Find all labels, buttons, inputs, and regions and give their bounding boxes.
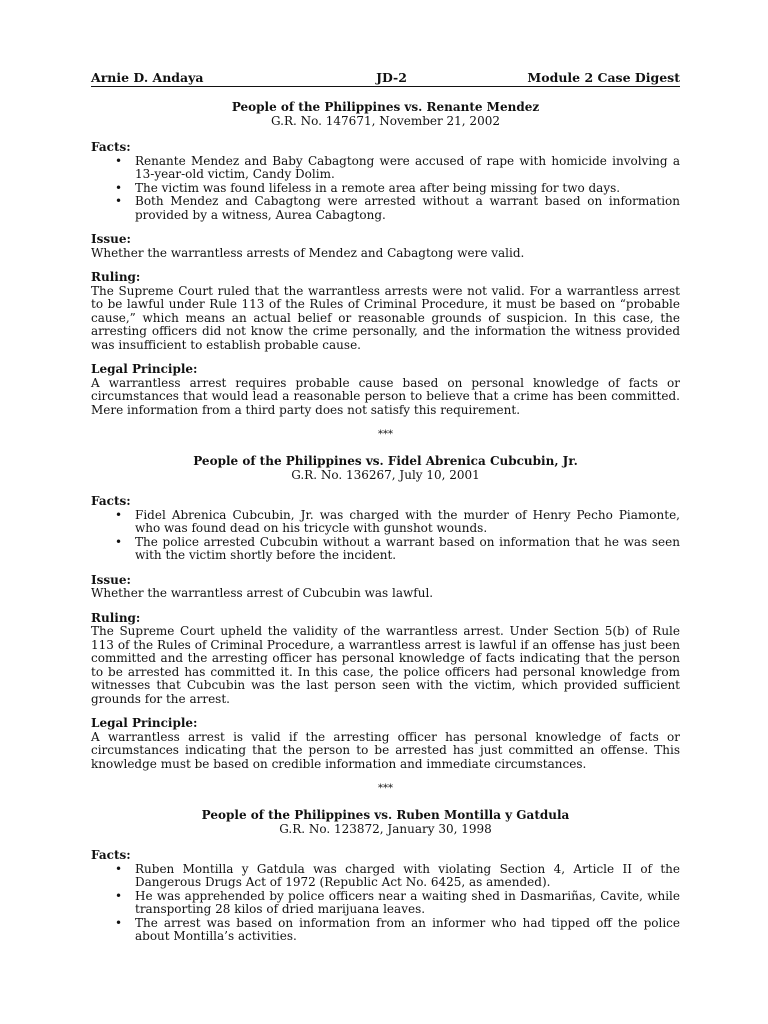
fact-item: • Ruben Montilla y Gatdula was charged with violating Section 4, Article II of the Dangerous Drugs Act of 1972 (Republic Act No. 6425, as amended). [115, 861, 680, 889]
bullet-icon: • [115, 153, 123, 168]
case-title: People of the Philippines vs. Fidel Abrenica Cubcubin, Jr. [193, 454, 578, 468]
case-digest-montilla [91, 808, 680, 944]
issue-text: Whether the warrantless arrests of Mendez and Cabagtong were valid. [91, 245, 525, 260]
fact-item: • He was apprehended by police officers near a waiting shed in Dasmariñas, Cavite, while transporting 28 kilos of dried marijuana leaves. [115, 888, 680, 916]
case-gr-number: G.R. No. 136267, July 10, 2001 [291, 468, 480, 482]
fact-item: • The victim was found lifeless in a remote area after being missing for two days. [115, 180, 621, 195]
facts-label: Facts: [91, 494, 131, 508]
fact-item: • The arrest was based on information from an informer who had tipped off the police about Montilla’s activities. [115, 915, 680, 943]
ruling-label: Ruling: [91, 610, 141, 625]
facts-label: Facts: [91, 140, 131, 154]
ruling-text: The Supreme Court ruled that the warrantless arrests were not valid. For a warrantless arrest to be lawful under Rule 113 of the Rules of Criminal Procedure, it must be based on “probable cause,” which means an actual belief or reasonable grounds of suspicion. In this case, the arresting officers did not know the crime personally, and the information the witness provided was insufficient to establish probable cause. [91, 283, 680, 352]
principle-text: A warrantless arrest requires probable cause based on personal knowledge of facts or circumstances that would lead a reasonable person to believe that a crime has been committed. Mere information from a third party does not satisfy this requirement. [91, 375, 680, 417]
fact-item: • Renante Mendez and Baby Cabagtong were accused of rape with homicide involving a 13-year-old victim, Candy Dolim. [115, 153, 680, 181]
facts-list [91, 509, 680, 563]
case-title: People of the Philippines vs. Renante Mendez [231, 100, 540, 114]
bullet-icon: • [115, 180, 123, 195]
bullet-icon: • [115, 194, 123, 208]
principle-section [91, 717, 680, 771]
fact-item: • The police arrested Cubcubin without a warrant based on information that he was seen with the victim shortly before the incident. [115, 534, 680, 562]
principle-section [91, 363, 680, 417]
ruling-section [91, 271, 680, 352]
case-title: People of the Philippines vs. Ruben Montilla y Gatdula [201, 808, 570, 822]
bullet-icon: • [115, 888, 123, 903]
header-module: Module 2 Case Digest [527, 70, 680, 85]
bullet-icon: • [115, 915, 123, 930]
facts-label: Facts: [91, 848, 131, 862]
header-author: Arnie D. Andaya [91, 70, 204, 85]
case-digest-mendez [91, 100, 680, 417]
fact-item: • Both Mendez and Cabagtong were arrested without a warrant based on information provided by a witness, Aurea Cabagtong. [115, 194, 680, 222]
issue-section [91, 574, 680, 601]
issue-label: Issue: [91, 232, 131, 246]
issue-label: Issue: [91, 572, 131, 587]
fact-item: • Fidel Abrenica Cubcubin, Jr. was charged with the murder of Henry Pecho Piamonte, who was found dead on his tricycle with gunshot wounds. [115, 507, 680, 535]
case-separator: *** [378, 429, 393, 440]
case-separator: *** [378, 783, 393, 794]
ruling-section [91, 612, 680, 707]
principle-label: Legal Principle: [91, 362, 198, 376]
issue-section [91, 233, 680, 260]
bullet-icon: • [115, 507, 123, 522]
bullet-icon: • [115, 861, 123, 876]
page-header [91, 70, 680, 87]
ruling-text: The Supreme Court upheld the validity of the warrantless arrest. Under Section 5(b) of Rule 113 of the Rules of Criminal Procedure, a warrantless arrest is lawful if an offense has just been committed and the arresting officer has personal knowledge of facts indicating that the person to be arrested has committed it. In this case, the police officers had personal knowledge from witnesses that Cubcubin was the last person seen with the victim, which provided sufficient grounds for the arrest. [91, 624, 680, 706]
facts-list [91, 863, 680, 944]
ruling-label: Ruling: [91, 270, 141, 284]
facts-list [91, 155, 680, 223]
case-digest-cubcubin [91, 454, 680, 771]
bullet-icon: • [115, 534, 123, 549]
issue-text: Whether the warrantless arrest of Cubcubin was lawful. [91, 586, 434, 600]
case-gr-number: G.R. No. 147671, November 21, 2002 [271, 114, 500, 128]
case-gr-number: G.R. No. 123872, January 30, 1998 [279, 822, 492, 836]
principle-text: A warrantless arrest is valid if the arresting officer has personal knowledge of facts or circumstances indicating that the person to be arrested has just committed an offense. This knowledge must be based on credible information and immediate circumstances. [91, 729, 680, 771]
principle-label: Legal Principle: [91, 716, 198, 730]
header-course: JD-2 [376, 70, 407, 85]
